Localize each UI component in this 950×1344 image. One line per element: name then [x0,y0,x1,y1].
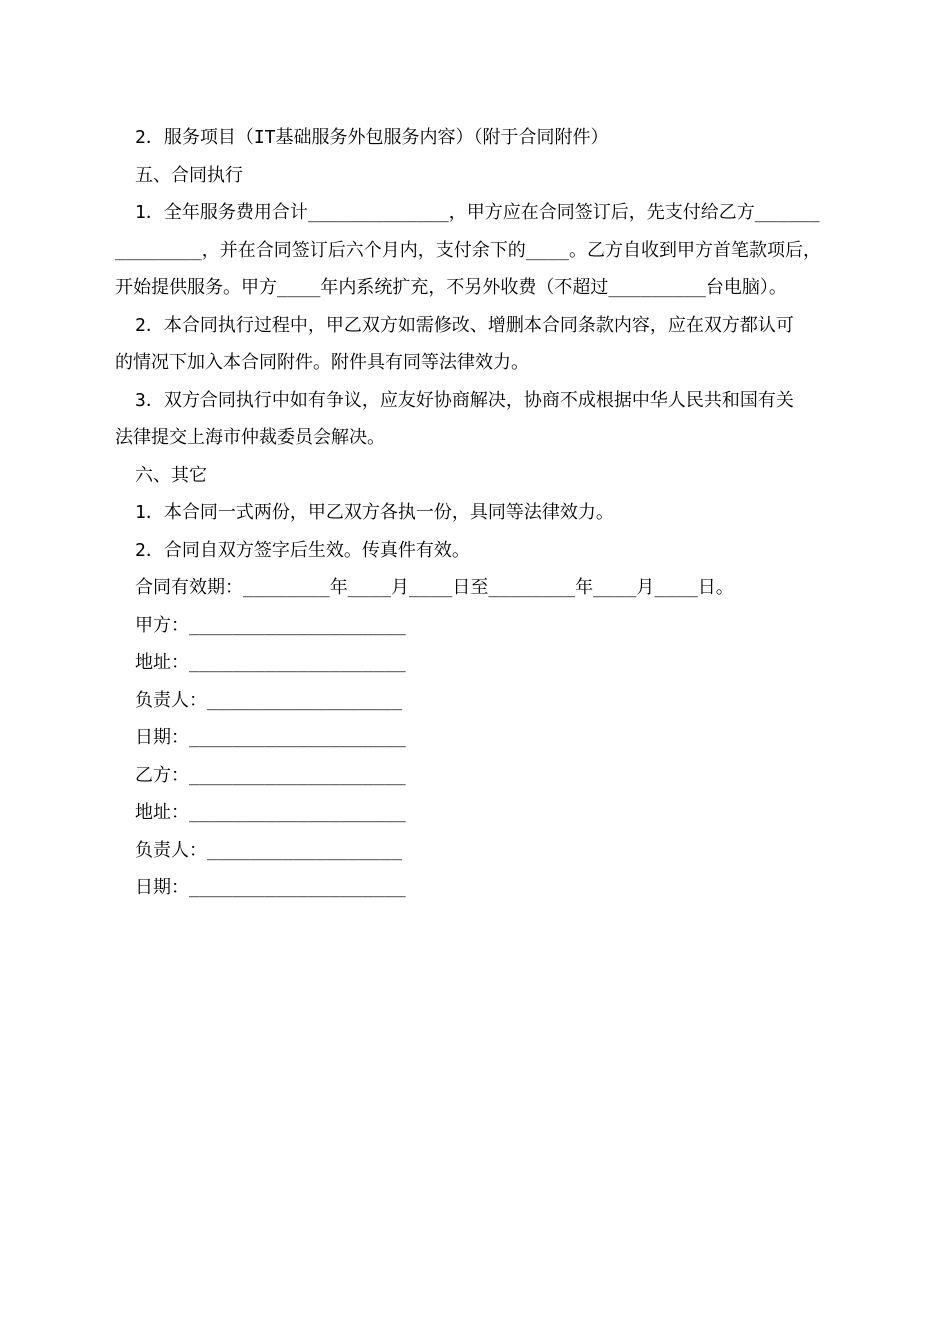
dispute-clause-line-2: 法律提交上海市仲裁委员会解决。 [115,427,385,448]
payment-clause-line-2: ________，并在合同签订后六个月内，支付余下的____。乙方自收到甲方首笔款项后， [115,239,822,261]
amendment-clause-line-1: 2．本合同执行过程中，甲乙双方如需修改、增删本合同条款内容，应在双方都认可 [135,314,794,336]
party-a-name-field: 甲方：____________________ [135,614,406,636]
party-a-representative-field: 负责人：__________________ [135,689,403,711]
payment-clause-line-3: 开始提供服务。甲方____年内系统扩充，不另外收费（不超过_________台电脑）。 [115,277,787,298]
dispute-clause-line-1: 3．双方合同执行中如有争议，应友好协商解决，协商不成根据中华人民共和国有关 [135,389,794,411]
section-heading-execution: 五、合同执行 [135,164,243,186]
section-heading-other: 六、其它 [135,464,207,486]
service-items-clause: 2．服务项目（IT基础服务外包服务内容）（附于合同附件） [135,127,609,148]
effectiveness-clause: 2．合同自双方签字后生效。传真件有效。 [135,539,470,561]
payment-clause-line-1: 1．全年服务费用合计_____________，甲方应在合同签订后，先支付给乙方______ [135,202,820,223]
party-a-date-field: 日期：____________________ [135,727,406,748]
copies-clause: 1．本合同一式两份，甲乙双方各执一份，具同等法律效力。 [135,502,614,523]
party-b-name-field: 乙方：____________________ [135,764,406,786]
validity-period-field: 合同有效期：________年____月____日至________年____月____日。 [135,577,734,598]
party-b-representative-field: 负责人：__________________ [135,839,403,861]
party-b-date-field: 日期：____________________ [135,877,406,898]
contract-body [115,119,847,907]
amendment-clause-line-2: 的情况下加入本合同附件。附件具有同等法律效力。 [115,352,529,373]
party-a-address-field: 地址：____________________ [135,652,406,673]
party-b-address-field: 地址：____________________ [135,802,406,823]
